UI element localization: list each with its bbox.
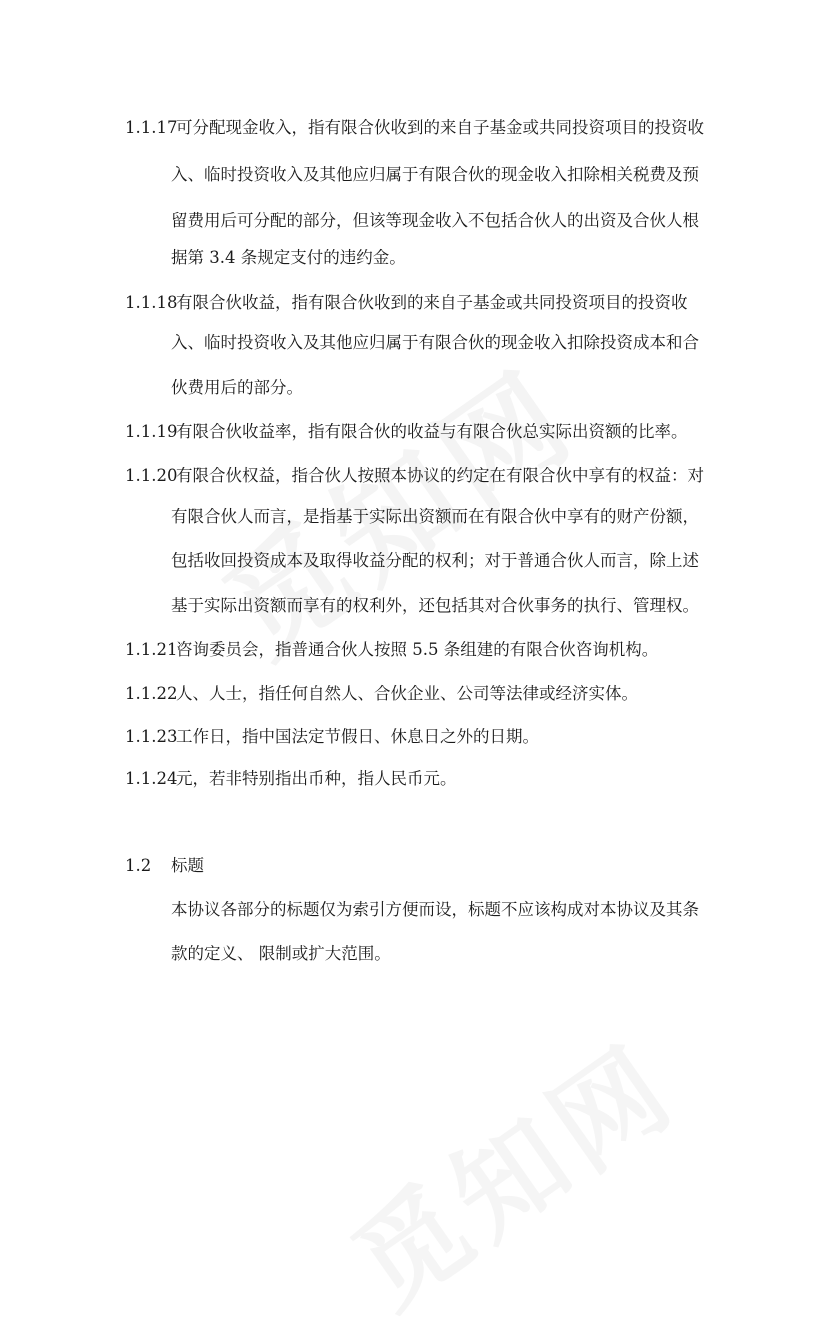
clause-text-line: 留费用后可分配的部分，但该等现金收入不包括合伙人的出资及合伙人根 (171, 211, 699, 230)
clause-text-line: 人、人士，指任何自然人、合伙企业、公司等法律或经济实体。 (176, 684, 638, 703)
clause-text-line: 据第 3.4 条规定支付的违约金。 (171, 248, 406, 267)
clause-number: 1.1.22 (125, 684, 178, 703)
clause-number: 1.1.23 (125, 727, 178, 746)
watermark (317, 1001, 703, 1337)
clause-number: 1.1.18 (125, 293, 178, 312)
clause-text-line: 有限合伙权益，指合伙人按照本协议的约定在有限合伙中享有的权益：对 (176, 466, 704, 485)
clause-text-line: 咨询委员会，指普通合伙人按照 5.5 条组建的有限合伙咨询机构。 (176, 640, 659, 659)
clause-text-line: 元，若非特别指出币种，指人民币元。 (176, 769, 457, 788)
clause-text-line: 有限合伙收益率，指有限合伙的收益与有限合伙总实际出资额的比率。 (176, 422, 688, 441)
section-number: 1.2 (125, 856, 152, 875)
section-title: 标题 (171, 856, 204, 875)
section-text-line: 款的定义、 限制或扩大范围。 (171, 944, 391, 963)
clause-text-line: 有限合伙收益，指有限合伙收到的来自子基金或共同投资项目的投资收 (176, 293, 688, 312)
clause-number: 1.1.17 (125, 118, 178, 137)
clause-number: 1.1.20 (125, 466, 178, 485)
clause-text-line: 入、临时投资收入及其他应归属于有限合伙的现金收入扣除相关税费及预 (171, 165, 699, 184)
clause-text-line: 有限合伙人而言，是指基于实际出资额而在有限合伙中享有的财产份额， (171, 507, 699, 526)
section-text-line: 本协议各部分的标题仅为索引方便而设，标题不应该构成对本协议及其条 (171, 900, 699, 919)
clause-text-line: 包括收回投资成本及取得收益分配的权利；对于普通合伙人而言，除上述 (171, 551, 699, 570)
clause-text-line: 基于实际出资额而享有的权利外，还包括其对合伙事务的执行、管理权。 (171, 596, 699, 615)
clause-number: 1.1.24 (125, 769, 178, 788)
clause-text-line: 伙费用后的部分。 (171, 378, 303, 397)
clause-text-line: 入、临时投资收入及其他应归属于有限合伙的现金收入扣除投资成本和合 (171, 333, 699, 352)
clause-number: 1.1.21 (125, 640, 178, 659)
clause-text-line: 可分配现金收入，指有限合伙收到的来自子基金或共同投资项目的投资收 (176, 118, 704, 137)
clause-number: 1.1.19 (125, 422, 178, 441)
clause-text-line: 工作日，指中国法定节假日、休息日之外的日期。 (176, 727, 539, 746)
